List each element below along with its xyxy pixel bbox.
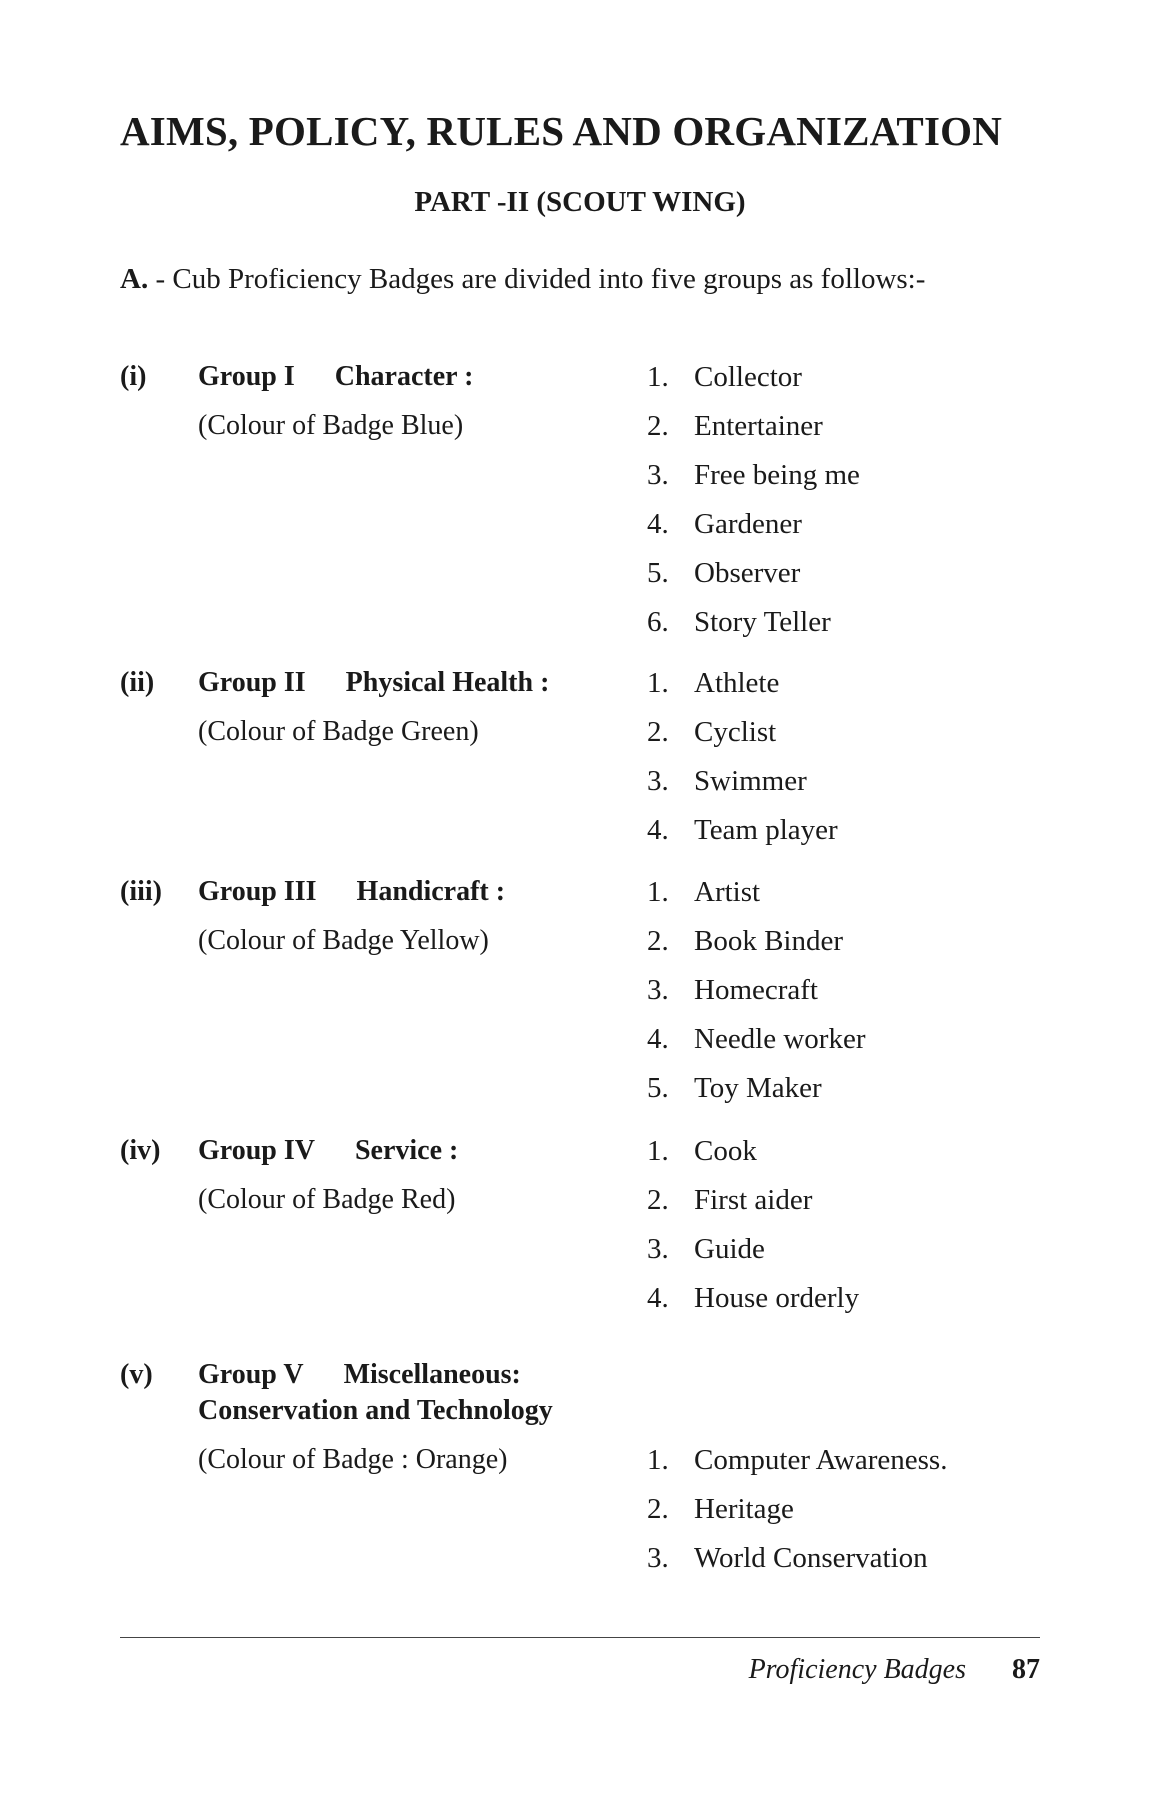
badge-number: 1. [647, 361, 669, 393]
badge-number: 3. [647, 1542, 669, 1574]
badge-name: Homecraft [694, 974, 818, 1006]
list-item [647, 714, 838, 763]
badge-name: First aider [694, 1184, 813, 1216]
badge-name: Athlete [694, 667, 780, 699]
footer-divider [120, 1637, 1040, 1638]
badge-name: Needle worker [694, 1023, 866, 1055]
list-item [647, 812, 838, 861]
badge-number: 6. [647, 606, 669, 638]
group-heading [198, 874, 505, 910]
page-number: 87 [1012, 1654, 1040, 1685]
badge-name: Entertainer [694, 410, 823, 442]
intro-paragraph [120, 262, 1040, 297]
badge-list [647, 874, 866, 1119]
badge-name: House orderly [694, 1282, 860, 1314]
badge-name: Heritage [694, 1493, 794, 1525]
group-numeral: (ii) [120, 667, 155, 698]
page-footer [749, 1652, 1040, 1688]
badge-number: 3. [647, 1233, 669, 1265]
list-item [647, 408, 860, 457]
badge-number: 2. [647, 1493, 669, 1525]
badge-number: 2. [647, 925, 669, 957]
list-item [647, 359, 860, 408]
badge-name: Computer Awareness. [694, 1444, 948, 1476]
group-numeral: (iv) [120, 1135, 161, 1166]
group-category: Physical Health : [345, 667, 550, 698]
list-item [647, 1133, 859, 1182]
list-item [647, 555, 860, 604]
badge-name: Free being me [694, 459, 860, 491]
badge-name: Collector [694, 361, 802, 393]
group-colour: (Colour of Badge Green) [198, 716, 479, 747]
badge-name: Team player [694, 814, 838, 846]
group-name: Group III [198, 876, 317, 907]
group-category: Service : [354, 1135, 459, 1166]
badge-name: Cook [694, 1135, 757, 1167]
list-item [647, 1231, 859, 1280]
badge-number: 1. [647, 876, 669, 908]
badge-number: 3. [647, 765, 669, 797]
badge-list [647, 1133, 859, 1329]
list-item [647, 1442, 947, 1491]
badge-name: Story Teller [694, 606, 831, 638]
badge-number: 1. [647, 1444, 669, 1476]
badge-number: 5. [647, 557, 669, 589]
badge-number: 4. [647, 814, 669, 846]
group-category: Character : [334, 361, 474, 392]
badge-number: 2. [647, 410, 669, 442]
badge-name: Observer [694, 557, 801, 589]
list-item [647, 665, 838, 714]
badge-name: Gardener [694, 508, 802, 540]
group-colour: (Colour of Badge : Orange) [198, 1444, 508, 1475]
part-heading: PART -II (SCOUT WING) [414, 186, 746, 218]
badge-number: 3. [647, 974, 669, 1006]
list-item [647, 506, 860, 555]
list-item [647, 1070, 866, 1119]
intro-label: A. [120, 263, 149, 295]
badge-number: 4. [647, 1282, 669, 1314]
badge-name: Guide [694, 1233, 765, 1265]
list-item [647, 972, 866, 1021]
intro-text: - Cub Proficiency Badges are divided into five groups as follows:- [148, 263, 926, 295]
group-name: Group I [198, 361, 295, 392]
list-item [647, 604, 860, 653]
group-name: Group IV [198, 1135, 315, 1166]
list-item [647, 763, 838, 812]
badge-name: World Conservation [694, 1542, 928, 1574]
badge-number: 2. [647, 716, 669, 748]
badge-name: Book Binder [694, 925, 844, 957]
footer-section-label: Proficiency Badges [748, 1654, 966, 1685]
list-item [647, 1021, 866, 1070]
badge-name: Toy Maker [694, 1072, 822, 1104]
badge-number: 5. [647, 1072, 669, 1104]
list-item [647, 874, 866, 923]
group-colour: (Colour of Badge Red) [198, 1184, 456, 1215]
list-item [647, 457, 860, 506]
list-item [647, 923, 866, 972]
badge-list [647, 665, 838, 861]
group-numeral: (v) [120, 1359, 153, 1390]
list-item [647, 1182, 859, 1231]
group-name: Group II [198, 667, 306, 698]
badge-number: 1. [647, 667, 669, 699]
group-heading [198, 1357, 521, 1393]
group-numeral: (iii) [120, 876, 162, 907]
page-title: AIMS, POLICY, RULES AND ORGANIZATION [120, 108, 1003, 154]
badge-list [647, 1442, 947, 1589]
list-item [647, 1540, 947, 1589]
group-name: Group V [198, 1359, 304, 1390]
badge-number: 3. [647, 459, 669, 491]
group-heading [198, 665, 549, 701]
badge-number: 4. [647, 1023, 669, 1055]
group-numeral: (i) [120, 361, 147, 392]
group-colour: (Colour of Badge Yellow) [198, 925, 489, 956]
group-category-line2: Conservation and Technology [198, 1395, 553, 1426]
badge-number: 4. [647, 508, 669, 540]
badge-name: Cyclist [694, 716, 777, 748]
badge-name: Swimmer [694, 765, 807, 797]
group-category: Handicraft : [356, 876, 506, 907]
list-item [647, 1491, 947, 1540]
badge-name: Artist [694, 876, 761, 908]
badge-list [647, 359, 860, 653]
group-heading [198, 1133, 458, 1169]
badge-number: 2. [647, 1184, 669, 1216]
document-page [120, 0, 1040, 1800]
list-item [647, 1280, 859, 1329]
group-category: Miscellaneous: [343, 1359, 521, 1390]
group-colour: (Colour of Badge Blue) [198, 410, 464, 441]
group-heading [198, 359, 473, 395]
badge-number: 1. [647, 1135, 669, 1167]
